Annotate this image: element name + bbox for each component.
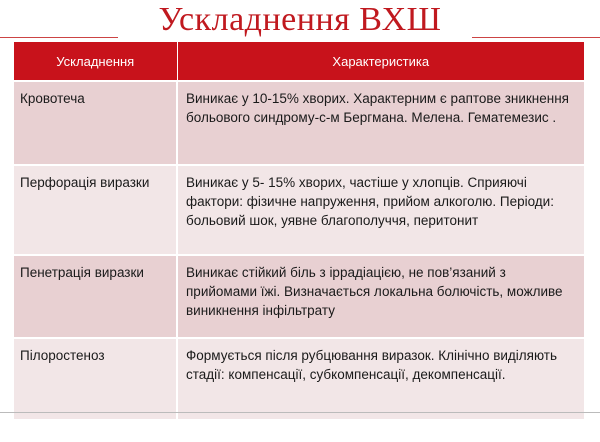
complication-name: Перфорація виразки: [14, 165, 177, 255]
complication-name: Пілоростеноз: [14, 338, 177, 419]
table-row: [14, 165, 584, 255]
complications-table: [14, 42, 584, 419]
bottom-rule: [0, 412, 600, 413]
complication-description: Виникає у 5- 15% хворих, частіше у хлопців. Сприяючі фактори: фізичне напруження, прийом алкоголю. Періоди: больовий шок, уявне благополуччя, перитонит: [177, 165, 584, 255]
table-row: [14, 81, 584, 165]
slide-title: Ускладнення ВХШ: [158, 1, 442, 38]
header-complication: Ускладнення: [14, 42, 177, 81]
title-rule-right: [472, 37, 600, 38]
complication-name: Кровотеча: [14, 81, 177, 165]
complication-description: Формується після рубцювання виразок. Клінічно виділяють стадії: компенсації, субкомпенсації, декомпенсації.: [177, 338, 584, 419]
header-characteristic: Характеристика: [177, 42, 584, 81]
table-row: [14, 255, 584, 338]
title-rule-left: [0, 37, 118, 38]
table-row: [14, 338, 584, 419]
complication-description: Виникає стійкий біль з іррадіацією, не пов’язаний з прийомами їжі. Визначається локальна болючість, можливе виникнення інфільтрату: [177, 255, 584, 338]
complication-description: Виникає у 10-15% хворих. Характерним є раптове зникнення больового синдрому-с-м Бергмана. Мелена. Гематемезис .: [177, 81, 584, 165]
complication-name: Пенетрація виразки: [14, 255, 177, 338]
table-header-row: [14, 42, 584, 81]
